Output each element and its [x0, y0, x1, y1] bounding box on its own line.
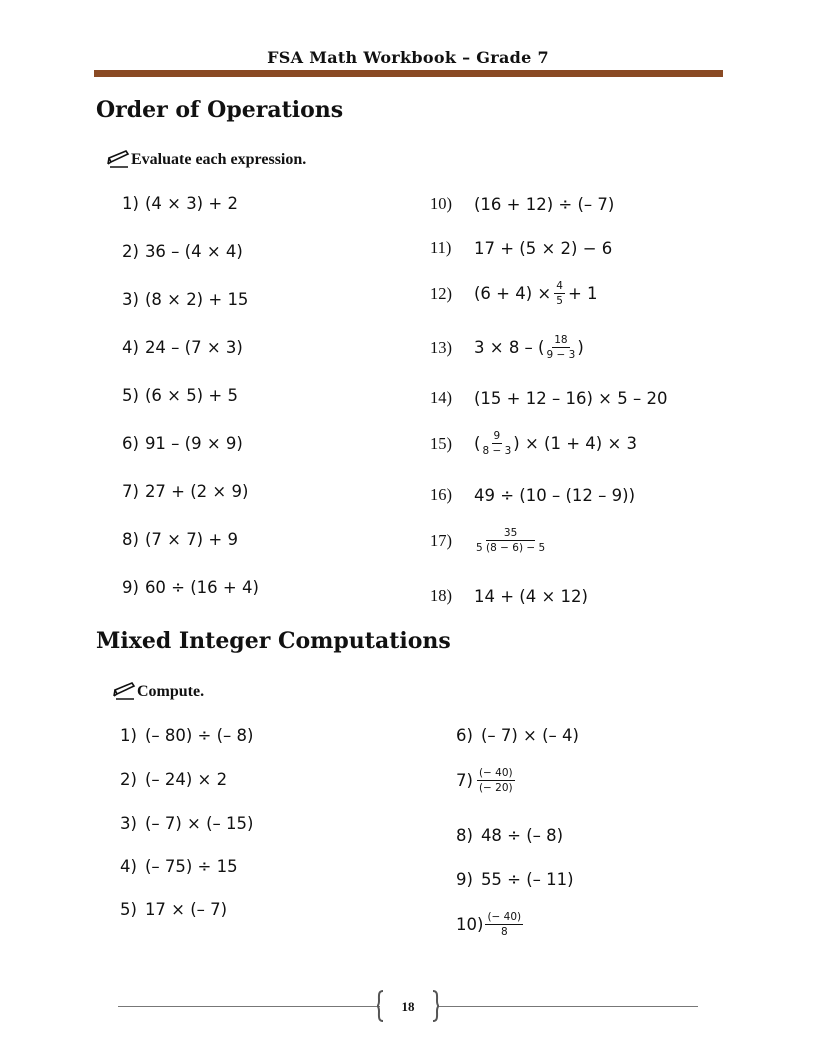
- problem-number: 7): [456, 771, 473, 790]
- fraction: [485, 911, 523, 938]
- problem-item: [430, 485, 635, 505]
- problem-expression: (– 80) ÷ (– 8): [144, 726, 254, 745]
- problem-number: 3): [122, 290, 139, 309]
- numerator: (− 40): [478, 767, 513, 779]
- problem-expression: 24 – (7 × 3): [144, 338, 243, 357]
- expression-part: (: [474, 434, 481, 453]
- problem-number: 2): [122, 242, 139, 261]
- problem-expression: (– 7) × (– 15): [144, 814, 254, 833]
- instruction-compute: [112, 682, 204, 702]
- problem-number: 6): [122, 434, 139, 453]
- problem-item: [122, 242, 243, 261]
- problem-expression: [474, 280, 598, 307]
- problem-number: 12): [430, 283, 452, 303]
- numerator: (− 40): [487, 911, 522, 923]
- problem-item: [122, 338, 243, 357]
- problem-item: [122, 434, 243, 453]
- fraction: [474, 527, 547, 554]
- problem-expression: [474, 430, 637, 457]
- problem-expression: (7 × 7) + 9: [144, 530, 238, 549]
- problem-number: 3): [120, 814, 137, 833]
- problem-item: [456, 726, 579, 745]
- expression-part: ) × (1 + 4) × 3: [513, 434, 638, 453]
- problem-expression: (8 × 2) + 15: [144, 290, 249, 309]
- problem-number: 10): [456, 915, 484, 934]
- problem-item: [430, 194, 614, 214]
- numerator: 35: [486, 527, 535, 541]
- section-title-order-of-operations: Order of Operations: [96, 97, 344, 123]
- problem-item: [122, 290, 248, 309]
- problem-item: [430, 388, 667, 408]
- problem-item: [430, 238, 612, 258]
- fraction: [554, 280, 565, 307]
- problem-number: 16): [430, 485, 452, 504]
- instruction-text: Evaluate each expression.: [131, 151, 307, 168]
- instruction-text: Compute.: [137, 683, 205, 700]
- fraction: [480, 430, 513, 457]
- problem-item: [430, 586, 588, 606]
- fraction: [477, 767, 515, 794]
- problem-number: 5): [120, 900, 137, 919]
- problem-expression: (4 × 3) + 2: [144, 194, 238, 213]
- problem-item: [120, 814, 254, 833]
- problem-item: [120, 726, 254, 745]
- problem-number: 8): [122, 530, 139, 549]
- problem-number: 13): [430, 337, 452, 357]
- problem-number: 4): [120, 857, 137, 876]
- problem-number: 18): [430, 586, 452, 605]
- problem-expression: (16 + 12) ÷ (– 7): [474, 194, 615, 214]
- fraction: [545, 334, 578, 361]
- problem-expression: 55 ÷ (– 11): [480, 870, 574, 889]
- pencil-icon: [106, 150, 130, 170]
- problem-number: 7): [122, 482, 139, 501]
- problem-expression: 36 – (4 × 4): [144, 242, 243, 261]
- expression-part: ): [577, 338, 584, 357]
- instruction-evaluate: [106, 150, 306, 170]
- workbook-header-title: FSA Math Workbook – Grade 7: [267, 48, 549, 67]
- footer-rule-right: [438, 1006, 698, 1007]
- problem-number: 10): [430, 194, 452, 213]
- problem-item: [430, 280, 598, 307]
- problem-expression: 49 ÷ (10 – (12 – 9)): [474, 485, 636, 505]
- problem-item: [430, 527, 547, 554]
- denominator: 8: [500, 926, 508, 938]
- problem-expression: 48 ÷ (– 8): [480, 826, 564, 845]
- problem-item: [456, 826, 563, 845]
- problem-item: [456, 911, 523, 938]
- problem-item: [120, 900, 227, 919]
- problem-expression: (15 + 12 – 16) × 5 – 20: [474, 388, 668, 408]
- problem-item: [456, 767, 515, 794]
- problem-expression: (– 75) ÷ 15: [144, 857, 238, 876]
- problem-item: [122, 194, 238, 213]
- problem-item: [120, 770, 227, 789]
- denominator: 8 − 3: [482, 445, 512, 457]
- denominator: 5 (8 − 6) − 5: [476, 542, 546, 554]
- problem-expression: [474, 527, 547, 554]
- problem-number: 11): [430, 238, 452, 257]
- problem-item: [122, 578, 259, 597]
- problem-expression: 17 × (– 7): [144, 900, 228, 919]
- problem-number: 14): [430, 388, 452, 407]
- problem-item: [120, 857, 238, 876]
- problem-expression: 91 – (9 × 9): [144, 434, 243, 453]
- problem-item: [456, 870, 574, 889]
- problem-item: [122, 530, 238, 549]
- problem-number: 8): [456, 826, 473, 845]
- denominator: (− 20): [478, 782, 513, 794]
- footer-rule-left: [118, 1006, 380, 1007]
- numerator: 4: [556, 280, 563, 292]
- numerator: 9: [493, 430, 501, 442]
- problem-number: 17): [430, 530, 452, 550]
- denominator: 9 − 3: [546, 349, 576, 361]
- expression-part: 3 × 8 – (: [474, 338, 545, 357]
- problem-expression: 60 ÷ (16 + 4): [144, 578, 259, 597]
- expression-part: (6 + 4) ×: [474, 284, 552, 303]
- problem-expression: 27 + (2 × 9): [144, 482, 249, 501]
- header-divider: [94, 70, 723, 77]
- problem-expression: (– 7) × (– 4): [480, 726, 579, 745]
- problem-expression: 14 + (4 × 12): [474, 586, 588, 606]
- problem-number: 1): [122, 194, 139, 213]
- problem-number: 15): [430, 433, 452, 453]
- problem-number: 2): [120, 770, 137, 789]
- denominator: 5: [556, 295, 563, 307]
- problem-expression: (6 × 5) + 5: [144, 386, 238, 405]
- numerator: 18: [554, 334, 568, 346]
- expression-part: + 1: [567, 284, 598, 303]
- problem-number: 9): [122, 578, 139, 597]
- problem-number: 4): [122, 338, 139, 357]
- right-brace-icon: [432, 990, 440, 1022]
- problem-item: [430, 334, 584, 361]
- problem-number: 5): [122, 386, 139, 405]
- problem-item: [122, 482, 248, 501]
- problem-item: [430, 430, 637, 457]
- problem-item: [122, 386, 238, 405]
- problem-expression: 17 + (5 × 2) − 6: [474, 238, 613, 258]
- problem-number: 9): [456, 870, 473, 889]
- problem-expression: [474, 334, 584, 361]
- pencil-icon: [112, 682, 136, 702]
- problem-expression: (– 24) × 2: [144, 770, 228, 789]
- problem-number: 6): [456, 726, 473, 745]
- page-number: 18: [401, 999, 415, 1014]
- problem-number: 1): [120, 726, 137, 745]
- section-title-mixed-integer: Mixed Integer Computations: [96, 628, 451, 654]
- left-brace-icon: [376, 990, 384, 1022]
